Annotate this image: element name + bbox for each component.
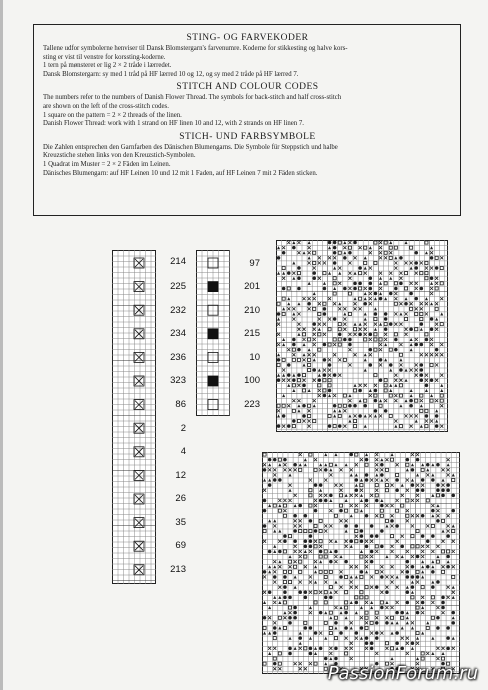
color-code: 100 <box>244 375 260 386</box>
legend-box <box>33 24 461 216</box>
color-code: 26 <box>175 493 186 504</box>
legend-line: Kreuzstiche stehen links von den Kreuzstich-Symbolen. <box>43 152 196 160</box>
color-code: 232 <box>170 305 186 316</box>
legend-line: 1 square on the pattern = 2 × 2 threads of the linen. <box>43 111 182 119</box>
color-code: 86 <box>175 399 186 410</box>
color-code: 10 <box>249 352 260 363</box>
color-code: 234 <box>170 328 186 339</box>
watermark: PassionForum.ru <box>327 663 478 684</box>
key-grid-middle <box>196 250 230 416</box>
legend-line: Tallene udfor symbolerne henviser til Dansk Blomstergarn's farvenumre. Koderne for stikkesting og halve kors- <box>43 45 348 52</box>
legend-line: 1 tern på mønsteret er lig 2 × 2 tråde i lærredet. <box>43 62 172 70</box>
color-code: 214 <box>170 256 186 267</box>
color-code: 225 <box>170 281 186 292</box>
color-code: 35 <box>175 517 186 528</box>
color-code: 213 <box>170 564 186 575</box>
legend-title-danish: STING- OG FARVEKODER <box>186 33 309 43</box>
legend-line: 1 Quadrat im Muster = 2 × 2 Fäden im Leinen. <box>43 160 171 168</box>
color-code: 12 <box>175 470 186 481</box>
legend-line: Danish Flower Thread: work with 1 strand on HF linen 10 and 12, with 2 strands on HF linen 7. <box>43 120 304 128</box>
page-edge <box>0 0 3 690</box>
legend-line: Dansk Blomstergarn: sy med 1 tråd på HF lærred 10 og 12, og sy med 2 tråde på HF lærred 7. <box>43 70 299 78</box>
legend-line: are shown on the left of the cross-stitch codes. <box>43 102 169 110</box>
color-code: 97 <box>249 258 260 269</box>
legend-line: Die Zahlen entsprechen den Garnfarben des Dänischen Blumengarns. Die Symbole für Steppstich und halbe <box>43 143 338 151</box>
cross-stitch-chart-lower <box>262 452 460 674</box>
color-code: 236 <box>170 352 186 363</box>
color-code: 323 <box>170 375 186 386</box>
cross-stitch-chart-upper <box>276 240 448 432</box>
legend-title-german: STICH- UND FARBSYMBOLE <box>179 131 316 142</box>
legend-line: The numbers refer to the numbers of Danish Flower Thread. The symbols for back-stitch and half cross-stitch <box>43 94 342 102</box>
color-code: 201 <box>244 281 260 292</box>
color-code: 69 <box>175 540 186 551</box>
legend-german <box>43 132 452 178</box>
legend-danish <box>43 33 452 79</box>
legend-english <box>43 82 452 128</box>
legend-title-english: STITCH AND COLOUR CODES <box>176 82 319 93</box>
color-code: 223 <box>244 399 260 410</box>
color-code: 215 <box>244 328 260 339</box>
color-code: 4 <box>180 446 186 457</box>
legend-line: Dänisches Blumengarn: auf HF Leinen 10 und 12 mit 1 Faden, auf HF Leinen 7 mit 2 Fäden sticken. <box>43 169 318 177</box>
legend-line: sting er vist til venstre for korssting-koderne. <box>43 53 166 61</box>
color-code: 210 <box>244 305 260 316</box>
key-grid-left <box>112 250 156 584</box>
color-code: 2 <box>180 423 186 434</box>
